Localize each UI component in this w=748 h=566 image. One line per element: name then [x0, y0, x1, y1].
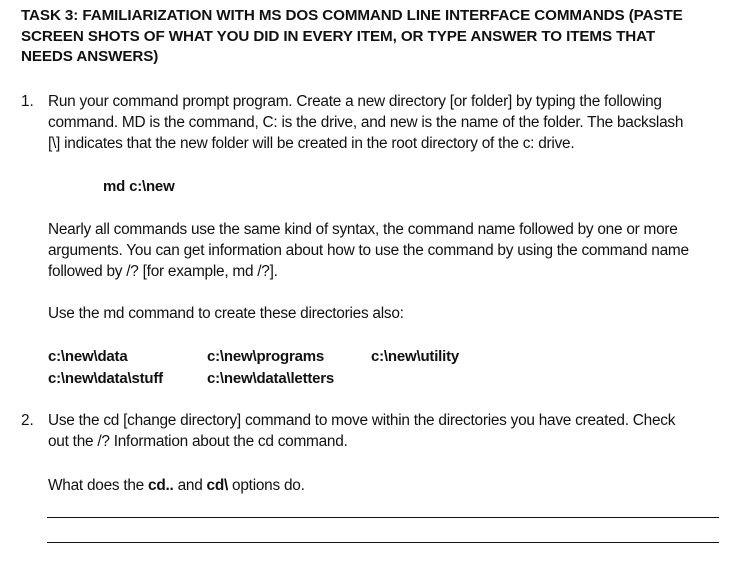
item-1-intro-line: [\] indicates that the new folder will be created in the root directory of the c: drive.	[48, 135, 575, 153]
directory-path: c:\new\utility	[371, 348, 460, 365]
item-1-syntax-line: Nearly all commands use the same kind of syntax, the command name followed by one or more	[48, 221, 678, 238]
example-command: md c:\new	[103, 178, 175, 195]
item-1-intro-line: Run your command prompt program. Create a new directory [or folder] by typing the following	[48, 93, 662, 110]
directory-path: c:\new\data\letters	[207, 370, 335, 387]
item-2-line: out the /? Information about the cd command.	[48, 433, 348, 451]
option-cd-up: cd..	[148, 477, 174, 494]
task-heading-line: TASK 3: FAMILIARIZATION WITH MS DOS COMMAND LINE INTERFACE COMMANDS (PASTE	[21, 7, 683, 24]
item-1-number: 1.	[21, 93, 34, 110]
answer-line[interactable]	[47, 542, 719, 543]
directory-path: c:\new\programs	[207, 348, 325, 365]
answer-line[interactable]	[47, 517, 719, 518]
directory-path: c:\new\data\stuff	[48, 370, 163, 387]
directory-path: c:\new\data	[48, 348, 128, 365]
item-2-question	[48, 475, 305, 496]
task-heading-line: SCREEN SHOTS OF WHAT YOU DID IN EVERY ITEM, OR TYPE ANSWER TO ITEMS THAT	[21, 27, 656, 45]
item-1-syntax-line: arguments. You can get information about how to use the command by using the command name	[48, 242, 689, 260]
item-1-syntax-line: followed by /? [for example, md /?].	[48, 263, 278, 281]
item-2-number: 2.	[21, 412, 34, 429]
question-suffix: options do.	[228, 477, 305, 494]
item-1-syntax	[48, 219, 689, 283]
item-2-text	[48, 410, 675, 452]
question-prefix: What does the	[48, 477, 149, 494]
item-2-line: Use the cd [change directory] command to move within the directories you have created. Check	[48, 412, 676, 429]
question-and: and	[173, 477, 207, 494]
task-heading	[21, 6, 731, 68]
task-heading-line: NEEDS ANSWERS)	[21, 48, 159, 65]
item-1-intro	[48, 91, 683, 155]
option-cd-root: cd\	[206, 477, 229, 494]
item-1-intro-line: command. MD is the command, C: is the drive, and new is the name of the folder. The backslash	[48, 114, 684, 132]
directories-intro: Use the md command to create these directories also:	[48, 305, 404, 322]
